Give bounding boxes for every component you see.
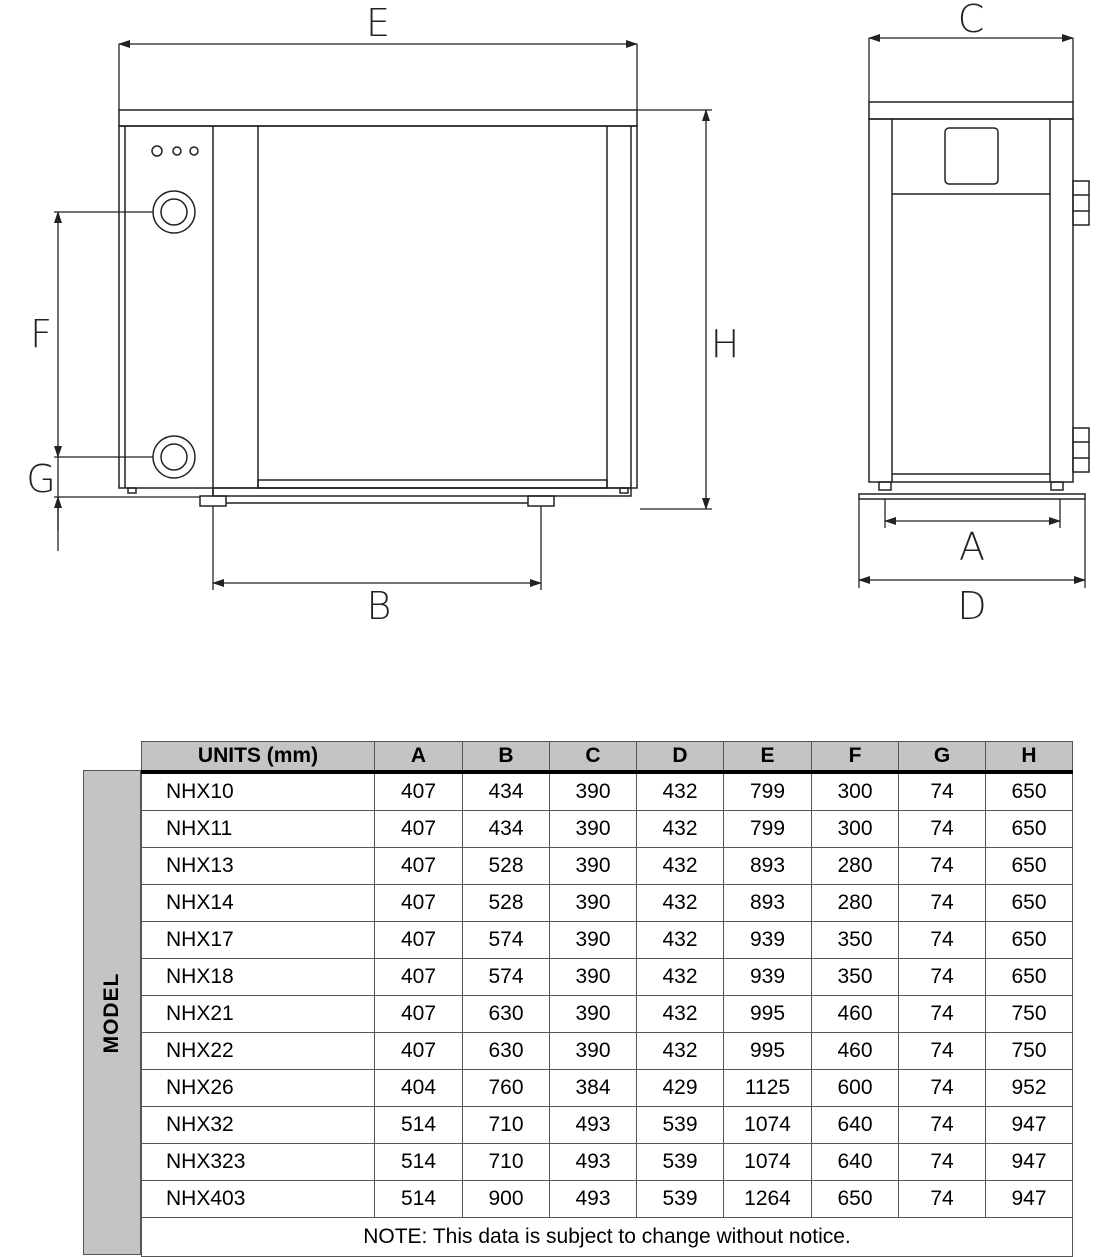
dimension-value-cell: 432 — [637, 959, 724, 996]
column-header-c: C — [550, 742, 637, 773]
side-pipe-connector-top — [1073, 181, 1089, 225]
dimension-value-cell: 952 — [986, 1070, 1073, 1107]
dimension-value-cell: 74 — [899, 772, 986, 811]
dimension-value-cell: 432 — [637, 996, 724, 1033]
model-name-cell: NHX17 — [142, 922, 375, 959]
water-outlet-port — [153, 191, 195, 233]
dimension-value-cell: 514 — [375, 1107, 463, 1144]
dimension-value-cell: 384 — [550, 1070, 637, 1107]
dimension-value-cell: 539 — [637, 1144, 724, 1181]
model-name-cell: NHX403 — [142, 1181, 375, 1218]
dimension-value-cell: 1074 — [724, 1144, 812, 1181]
dimension-value-cell: 432 — [637, 1033, 724, 1070]
dimension-value-cell: 539 — [637, 1107, 724, 1144]
table-row — [142, 885, 1073, 922]
dimension-value-cell: 280 — [812, 848, 899, 885]
control-panel — [945, 128, 998, 184]
dimension-value-cell: 650 — [986, 772, 1073, 811]
dimension-value-cell: 74 — [899, 996, 986, 1033]
dimension-value-cell: 74 — [899, 848, 986, 885]
front-top-cover — [119, 110, 637, 126]
dimension-value-cell: 514 — [375, 1144, 463, 1181]
dimension-value-cell: 300 — [812, 772, 899, 811]
front-foot-left — [200, 496, 226, 506]
dimension-value-cell: 404 — [375, 1070, 463, 1107]
indicator-light — [173, 147, 181, 155]
model-name-cell: NHX11 — [142, 811, 375, 848]
indicator-light — [152, 146, 162, 156]
dimension-value-cell: 650 — [812, 1181, 899, 1218]
dimensions-table — [141, 741, 1073, 1257]
dimension-value-cell: 407 — [375, 922, 463, 959]
dimension-value-cell: 600 — [812, 1070, 899, 1107]
column-header-b: B — [463, 742, 550, 773]
column-header-a: A — [375, 742, 463, 773]
table-row — [142, 811, 1073, 848]
dimension-value-cell: 574 — [463, 922, 550, 959]
dimension-value-cell: 429 — [637, 1070, 724, 1107]
table-row — [142, 922, 1073, 959]
front-foot-right — [528, 496, 554, 506]
dimension-value-cell: 390 — [550, 959, 637, 996]
column-header-units: UNITS (mm) — [142, 742, 375, 773]
dimension-value-cell: 432 — [637, 885, 724, 922]
table-row — [142, 959, 1073, 996]
dimension-value-cell: 74 — [899, 811, 986, 848]
dimension-value-cell: 947 — [986, 1107, 1073, 1144]
table-row — [142, 1144, 1073, 1181]
dimension-value-cell: 74 — [899, 1107, 986, 1144]
table-row — [142, 772, 1073, 811]
dimension-value-cell: 350 — [812, 959, 899, 996]
dimension-value-cell: 390 — [550, 811, 637, 848]
dimension-value-cell: 407 — [375, 885, 463, 922]
dimension-value-cell: 995 — [724, 996, 812, 1033]
dimension-value-cell: 1074 — [724, 1107, 812, 1144]
dimension-value-cell: 514 — [375, 1181, 463, 1218]
dimension-value-cell: 650 — [986, 848, 1073, 885]
dimension-value-cell: 74 — [899, 1181, 986, 1218]
table-row — [142, 848, 1073, 885]
dimension-value-cell: 390 — [550, 848, 637, 885]
dimension-label-c: C — [957, 0, 985, 41]
table-row — [142, 1070, 1073, 1107]
dimension-value-cell: 74 — [899, 1070, 986, 1107]
model-name-cell: NHX13 — [142, 848, 375, 885]
dimension-value-cell: 460 — [812, 1033, 899, 1070]
dimension-value-cell: 460 — [812, 996, 899, 1033]
dimension-value-cell: 995 — [724, 1033, 812, 1070]
dimension-value-cell: 528 — [463, 885, 550, 922]
dimension-value-cell: 710 — [463, 1107, 550, 1144]
dimension-value-cell: 390 — [550, 996, 637, 1033]
dimension-value-cell: 390 — [550, 1033, 637, 1070]
dimension-value-cell: 650 — [986, 811, 1073, 848]
model-name-cell: NHX22 — [142, 1033, 375, 1070]
note-text: NOTE: This data is subject to change without notice. — [142, 1218, 1073, 1257]
side-top-cover — [869, 102, 1073, 119]
table-row — [142, 1181, 1073, 1218]
column-header-g: G — [899, 742, 986, 773]
table-row — [142, 1107, 1073, 1144]
dimension-value-cell: 760 — [463, 1070, 550, 1107]
dimension-value-cell: 799 — [724, 811, 812, 848]
dimension-label-h: H — [710, 322, 740, 366]
side-pipe-connector-bottom — [1073, 428, 1089, 472]
table-row — [142, 1033, 1073, 1070]
dimension-value-cell: 407 — [375, 848, 463, 885]
dimension-value-cell: 528 — [463, 848, 550, 885]
table-header-row — [142, 742, 1073, 773]
dimension-value-cell: 574 — [463, 959, 550, 996]
model-side-label — [83, 770, 141, 1255]
dimension-value-cell: 939 — [724, 922, 812, 959]
model-name-cell: NHX26 — [142, 1070, 375, 1107]
column-header-e: E — [724, 742, 812, 773]
dimension-value-cell: 390 — [550, 922, 637, 959]
dimension-value-cell: 407 — [375, 772, 463, 811]
dimension-value-cell: 432 — [637, 922, 724, 959]
dimension-value-cell: 750 — [986, 996, 1073, 1033]
dimension-value-cell: 900 — [463, 1181, 550, 1218]
dimension-value-cell: 390 — [550, 885, 637, 922]
dimension-value-cell: 947 — [986, 1181, 1073, 1218]
dimension-value-cell: 280 — [812, 885, 899, 922]
water-inlet-port — [153, 436, 195, 478]
dimension-value-cell: 407 — [375, 1033, 463, 1070]
dimension-value-cell: 493 — [550, 1144, 637, 1181]
dimension-value-cell: 407 — [375, 996, 463, 1033]
dimension-value-cell: 893 — [724, 848, 812, 885]
side-base — [859, 494, 1085, 499]
column-header-d: D — [637, 742, 724, 773]
note-row — [142, 1218, 1073, 1257]
dimension-value-cell: 432 — [637, 772, 724, 811]
column-header-f: F — [812, 742, 899, 773]
dimension-value-cell: 493 — [550, 1107, 637, 1144]
dimension-label-e: E — [365, 1, 391, 45]
dimension-label-a: A — [959, 525, 985, 569]
dimension-value-cell: 640 — [812, 1144, 899, 1181]
dimension-value-cell: 407 — [375, 811, 463, 848]
front-body — [119, 126, 637, 488]
dimension-value-cell: 630 — [463, 1033, 550, 1070]
dimension-label-f: F — [30, 312, 52, 356]
indicator-light — [190, 147, 198, 155]
model-side-text: MODEL — [100, 972, 123, 1053]
dimension-value-cell: 650 — [986, 922, 1073, 959]
dimension-value-cell: 434 — [463, 772, 550, 811]
dimension-value-cell: 630 — [463, 996, 550, 1033]
dimension-value-cell: 893 — [724, 885, 812, 922]
dimension-value-cell: 939 — [724, 959, 812, 996]
dimension-value-cell: 710 — [463, 1144, 550, 1181]
dimension-value-cell: 1125 — [724, 1070, 812, 1107]
dimension-value-cell: 407 — [375, 959, 463, 996]
dimension-label-d: D — [957, 584, 987, 628]
model-name-cell: NHX21 — [142, 996, 375, 1033]
dimension-value-cell: 74 — [899, 1033, 986, 1070]
dimension-label-g: G — [26, 457, 56, 501]
side-body — [869, 119, 1073, 482]
dimension-value-cell: 650 — [986, 885, 1073, 922]
model-name-cell: NHX32 — [142, 1107, 375, 1144]
dimension-value-cell: 799 — [724, 772, 812, 811]
model-name-cell: NHX14 — [142, 885, 375, 922]
dimension-value-cell: 432 — [637, 848, 724, 885]
dimension-value-cell: 390 — [550, 772, 637, 811]
column-header-h: H — [986, 742, 1073, 773]
dimension-value-cell: 434 — [463, 811, 550, 848]
dimension-value-cell: 650 — [986, 959, 1073, 996]
model-name-cell: NHX323 — [142, 1144, 375, 1181]
dimension-value-cell: 350 — [812, 922, 899, 959]
dimension-value-cell: 432 — [637, 811, 724, 848]
dimension-value-cell: 750 — [986, 1033, 1073, 1070]
dimension-value-cell: 300 — [812, 811, 899, 848]
dimension-label-b: B — [366, 584, 392, 628]
dimension-value-cell: 74 — [899, 922, 986, 959]
dimension-value-cell: 947 — [986, 1144, 1073, 1181]
model-name-cell: NHX18 — [142, 959, 375, 996]
dimension-value-cell: 640 — [812, 1107, 899, 1144]
dimension-value-cell: 74 — [899, 1144, 986, 1181]
model-name-cell: NHX10 — [142, 772, 375, 811]
front-view — [119, 110, 637, 506]
table-row — [142, 996, 1073, 1033]
dimension-value-cell: 1264 — [724, 1181, 812, 1218]
dimension-value-cell: 74 — [899, 959, 986, 996]
dimension-value-cell: 74 — [899, 885, 986, 922]
dimension-value-cell: 493 — [550, 1181, 637, 1218]
side-view — [859, 102, 1089, 499]
front-bottom-rail — [258, 480, 607, 488]
dimension-value-cell: 539 — [637, 1181, 724, 1218]
